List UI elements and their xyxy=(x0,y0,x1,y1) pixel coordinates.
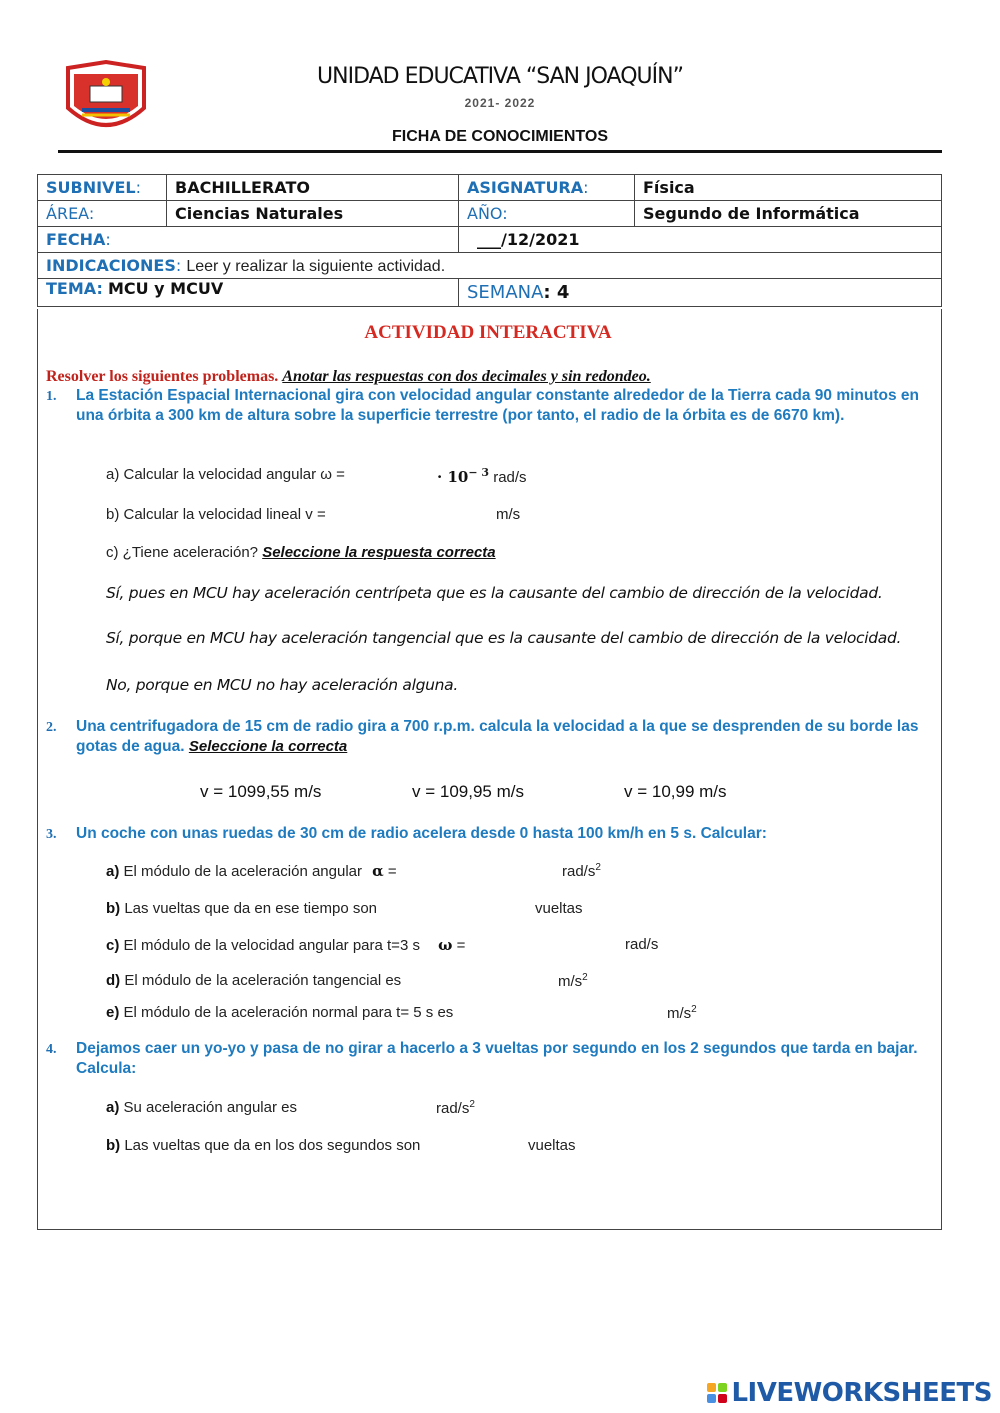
area-value: Ciencias Naturales xyxy=(167,201,459,227)
q3d-line xyxy=(106,972,401,989)
q1-number: 1. xyxy=(46,389,57,404)
q3b-line xyxy=(106,900,377,917)
q4a-unit-exp: 2 xyxy=(469,1099,475,1110)
liveworksheets-brand xyxy=(707,1378,992,1408)
activity-title: ACTIVIDAD INTERACTIVA xyxy=(364,322,612,343)
q3c-line xyxy=(106,936,465,954)
school-name: UNIDAD EDUCATIVA “SAN JOAQUÍN” xyxy=(317,64,683,89)
q4-number: 4. xyxy=(46,1042,57,1057)
info-row-subnivel xyxy=(38,175,942,201)
q2-text: Una centrifugadora de 15 cm de radio gira a 700 r.p.m. calcula la velocidad a la que se desprenden de su borde las gotas de agua. xyxy=(76,718,919,755)
fecha-label: FECHA xyxy=(46,230,106,249)
area-label: ÁREA xyxy=(46,204,89,223)
logo-square-2 xyxy=(718,1383,727,1392)
document-title: FICHA DE CONOCIMIENTOS xyxy=(391,128,608,145)
asignatura-value: Física xyxy=(635,175,942,201)
q1a-label: a) Calcular la velocidad angular ω = xyxy=(106,466,345,483)
q2-number: 2. xyxy=(46,720,57,735)
instructions-bold: Resolver los siguientes problemas. xyxy=(46,368,279,385)
tema-cell xyxy=(38,279,459,307)
subnivel-cell: SUBNIVEL: xyxy=(38,175,167,201)
q3a-letter: a) xyxy=(106,863,120,880)
q4-text: Dejamos caer un yo-yo y pasa de no girar a hacerlo a 3 vueltas por segundo en los 2 segundos que tarda en bajar. Calcula: xyxy=(76,1040,918,1077)
subnivel-label: SUBNIVEL xyxy=(46,178,136,197)
q3b-unit: vueltas xyxy=(535,900,583,917)
q3c-unit: rad/s xyxy=(625,936,659,953)
asignatura-label: ASIGNATURA xyxy=(467,178,584,197)
subnivel-value: BACHILLERATO xyxy=(167,175,459,201)
q1c-label: c) ¿Tiene aceleración? xyxy=(106,544,259,561)
activity-frame xyxy=(37,309,942,1230)
logo-square-1 xyxy=(707,1383,716,1392)
q3d-unit: m/s xyxy=(558,973,583,990)
q3-number: 3. xyxy=(46,827,57,842)
q3e-unit: m/s xyxy=(667,1005,692,1022)
fecha-value[interactable]: ___/12/2021 xyxy=(459,227,942,253)
q3e-letter: e) xyxy=(106,1004,120,1021)
q3e-text: El módulo de la aceleración normal para t= 5 s es xyxy=(123,1004,454,1021)
q1-option-1[interactable]: Sí, pues en MCU hay aceleración centrípeta que es la causante del cambio de dirección de la velocidad. xyxy=(106,584,883,602)
q2-option-1[interactable]: v = 1099,55 m/s xyxy=(200,782,322,801)
q3c-equals: = xyxy=(456,937,466,954)
info-table xyxy=(37,174,942,307)
indicaciones-label: INDICACIONES xyxy=(46,255,176,275)
q1-option-2[interactable]: Sí, porque en MCU hay aceleración tangencial que es la causante del cambio de dirección de la velocidad. xyxy=(106,629,902,647)
q3c-omega-symbol: ω xyxy=(438,936,453,954)
q1b-label: b) Calcular la velocidad lineal v = xyxy=(106,506,326,523)
q4b-line xyxy=(106,1137,420,1154)
liveworksheets-wordmark: LIVEWORKSHEETS xyxy=(731,1378,992,1408)
semana-cell xyxy=(459,279,942,307)
q3b-letter: b) xyxy=(106,900,121,917)
q1a-unit: rad/s xyxy=(493,469,527,486)
q1b-unit: m/s xyxy=(496,506,521,523)
q3a-line xyxy=(106,862,397,880)
q2-select-prompt: Seleccione la correcta xyxy=(188,738,348,755)
q3a-unit-group xyxy=(562,862,601,880)
q2-option-3[interactable]: v = 10,99 m/s xyxy=(624,782,727,801)
logo-square-3 xyxy=(707,1394,716,1403)
q3a-alpha-symbol: α xyxy=(372,862,384,880)
q3d-unit-group xyxy=(558,972,588,990)
info-row-indicaciones xyxy=(38,253,942,279)
info-row-fecha xyxy=(38,227,942,253)
tema-label: TEMA: xyxy=(46,279,103,298)
header-divider xyxy=(58,150,942,153)
q3-text: Un coche con unas ruedas de 30 cm de radio acelera desde 0 hasta 100 km/h en 5 s. Calcular: xyxy=(76,825,767,842)
semana-value: : 4 xyxy=(543,282,570,303)
q3e-unit-exp: 2 xyxy=(691,1004,697,1015)
logo-square-4 xyxy=(718,1394,727,1403)
q1a-line xyxy=(106,466,345,483)
q4b-letter: b) xyxy=(106,1137,121,1154)
q3a-equals: = xyxy=(387,863,397,880)
tema-value: MCU y MCUV xyxy=(107,279,224,298)
q3a-text: El módulo de la aceleración angular xyxy=(123,863,362,880)
q1a-factor: · 10 xyxy=(437,468,469,486)
instructions xyxy=(46,368,651,386)
q4b-unit: vueltas xyxy=(528,1137,576,1154)
anio-value: Segundo de Informática xyxy=(635,201,942,227)
q3d-unit-exp: 2 xyxy=(582,972,588,983)
q1c-select-prompt: Seleccione la respuesta correcta xyxy=(262,544,496,561)
anio-label: AÑO xyxy=(467,204,503,223)
q3e-line xyxy=(106,1004,453,1021)
q4a-unit: rad/s xyxy=(436,1100,470,1117)
q1a-unit-group xyxy=(437,466,527,486)
q2-option-2[interactable]: v = 109,95 m/s xyxy=(412,782,524,801)
semana-label: SEMANA xyxy=(467,282,544,303)
info-row-tema xyxy=(38,279,942,307)
q3b-text: Las vueltas que da en ese tiempo son xyxy=(124,900,378,917)
q3d-text: El módulo de la aceleración tangencial es xyxy=(124,972,402,989)
indicaciones-text: Leer y realizar la siguiente actividad. xyxy=(186,257,446,275)
q4a-text: Su aceleración angular es xyxy=(123,1099,297,1116)
q4a-letter: a) xyxy=(106,1099,120,1116)
q3a-unit: rad/s xyxy=(562,863,596,880)
q2-text-block xyxy=(76,717,936,757)
q3c-letter: c) xyxy=(106,937,120,954)
instructions-italic: Anotar las respuestas con dos decimales y sin redondeo. xyxy=(282,368,651,385)
liveworksheets-logo-icon xyxy=(707,1383,727,1403)
q4a-unit-group xyxy=(436,1099,475,1117)
q4b-text: Las vueltas que da en los dos segundos son xyxy=(124,1137,421,1154)
q3e-unit-group xyxy=(667,1004,697,1022)
q3a-unit-exp: 2 xyxy=(595,862,601,873)
q3c-text: El módulo de la velocidad angular para t=3 s xyxy=(123,937,420,954)
q1-text: La Estación Espacial Internacional gira con velocidad angular constante alrededor de la Tierra cada 90 minutos en una órbita a 300 km de altura sobre la superficie terrestre (por tanto, el radio de la órbita es de 6670 km). xyxy=(76,387,920,424)
area-cell: ÁREA: xyxy=(38,201,167,227)
fecha-cell: FECHA: xyxy=(38,227,459,253)
q1c-line xyxy=(106,544,496,561)
q4a-line xyxy=(106,1099,297,1116)
indicaciones-cell: INDICACIONES: Leer y realizar la siguiente actividad. xyxy=(38,253,942,279)
info-row-area xyxy=(38,201,942,227)
q3d-letter: d) xyxy=(106,972,121,989)
q1-option-3[interactable]: No, porque en MCU no hay aceleración alguna. xyxy=(106,676,459,694)
asignatura-cell: ASIGNATURA: xyxy=(459,175,635,201)
anio-cell: AÑO: xyxy=(459,201,635,227)
school-year: 2021- 2022 xyxy=(464,96,536,110)
q1a-exponent: − 3 xyxy=(468,466,490,479)
